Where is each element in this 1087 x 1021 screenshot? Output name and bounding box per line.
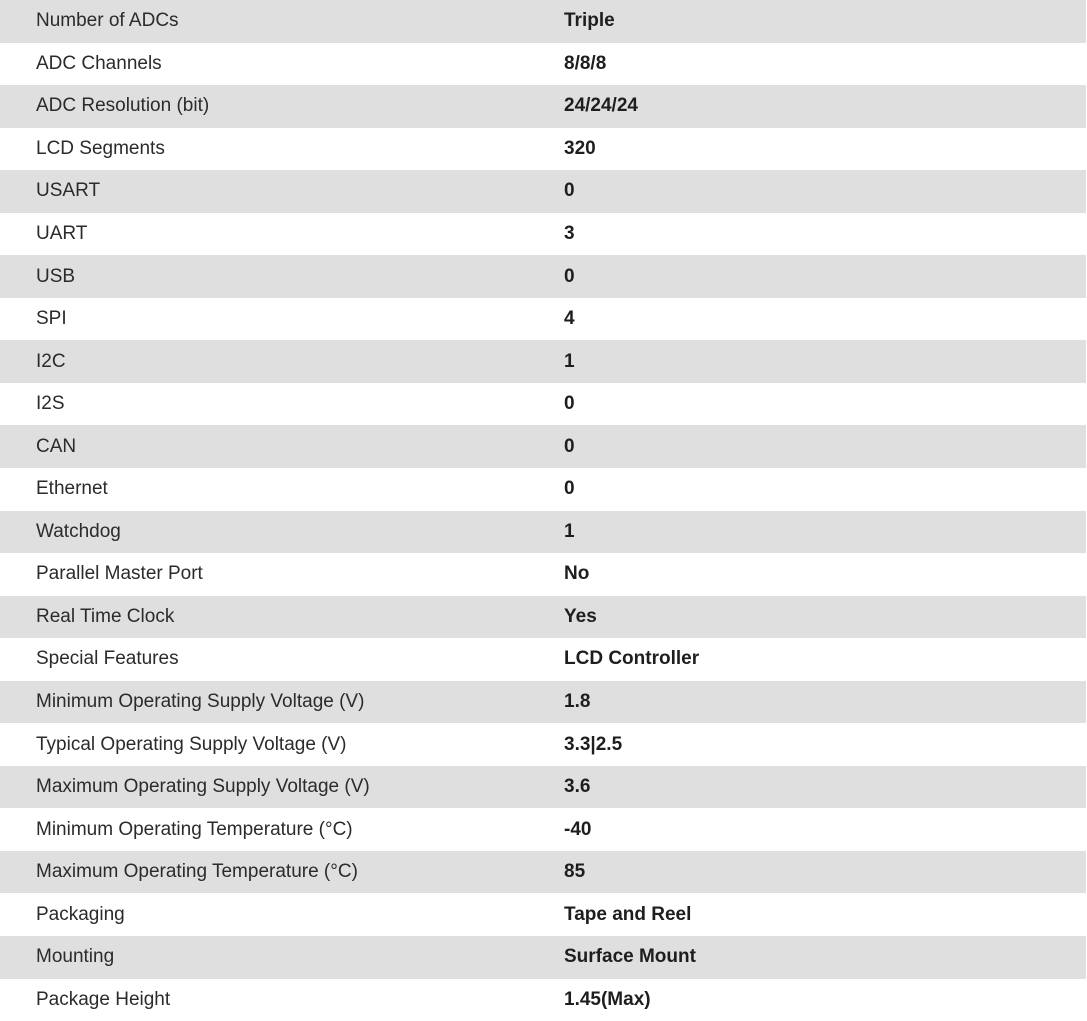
spec-row-special-features xyxy=(0,638,1086,681)
spec-row-typical-supply-voltage xyxy=(0,723,1086,766)
spec-row-adc-channels xyxy=(0,43,1086,86)
spec-row-usb xyxy=(0,255,1086,298)
spec-row-min-supply-voltage xyxy=(0,681,1086,724)
spec-label: SPI xyxy=(36,308,67,330)
spec-value: 1.8 xyxy=(564,691,591,713)
spec-value: 3.6 xyxy=(564,776,591,798)
spec-value: 1 xyxy=(564,350,575,372)
spec-value: No xyxy=(564,563,590,585)
spec-row-max-operating-temperature xyxy=(0,851,1086,894)
spec-label: Mounting xyxy=(36,946,115,968)
spec-value: LCD Controller xyxy=(564,648,700,670)
spec-label: Minimum Operating Supply Voltage (V) xyxy=(36,691,365,713)
spec-label: Package Height xyxy=(36,988,171,1010)
spec-label: Number of ADCs xyxy=(36,10,179,32)
spec-row-packaging xyxy=(0,893,1086,936)
spec-value: 24/24/24 xyxy=(564,95,638,117)
spec-row-mounting xyxy=(0,936,1086,979)
spec-row-uart xyxy=(0,213,1086,256)
spec-row-ethernet xyxy=(0,468,1086,511)
spec-row-can xyxy=(0,425,1086,468)
spec-value: 0 xyxy=(564,265,575,287)
spec-value: 0 xyxy=(564,478,575,500)
spec-label: ADC Channels xyxy=(36,52,162,74)
spec-label: CAN xyxy=(36,435,77,457)
spec-label: ADC Resolution (bit) xyxy=(36,95,210,117)
spec-row-adc-resolution xyxy=(0,85,1086,128)
spec-label: Real Time Clock xyxy=(36,605,175,627)
spec-row-usart xyxy=(0,170,1086,213)
spec-value: Yes xyxy=(564,605,597,627)
spec-row-watchdog xyxy=(0,511,1086,554)
spec-label: Special Features xyxy=(36,648,179,670)
spec-row-package-height xyxy=(0,979,1086,1021)
spec-label: USB xyxy=(36,265,76,287)
spec-label: Minimum Operating Temperature (°C) xyxy=(36,818,353,840)
spec-value: -40 xyxy=(564,818,592,840)
spec-label: Watchdog xyxy=(36,520,121,542)
spec-row-min-operating-temperature xyxy=(0,808,1086,851)
spec-value: 320 xyxy=(564,137,596,159)
spec-value: 3.3|2.5 xyxy=(564,733,623,755)
spec-label: I2C xyxy=(36,350,66,372)
spec-value: 0 xyxy=(564,393,575,415)
spec-row-i2s xyxy=(0,383,1086,426)
spec-label: UART xyxy=(36,223,88,244)
spec-label: Maximum Operating Supply Voltage (V) xyxy=(36,776,370,798)
spec-value: 0 xyxy=(564,435,575,457)
spec-value: Triple xyxy=(564,10,615,32)
spec-label: LCD Segments xyxy=(36,137,165,159)
spec-value: 1 xyxy=(564,520,575,542)
spec-row-lcd-segments xyxy=(0,128,1086,171)
spec-value: 1.45(Max) xyxy=(564,988,651,1010)
spec-row-parallel-master-port xyxy=(0,553,1086,596)
spec-row-max-supply-voltage xyxy=(0,766,1086,809)
spec-label: Typical Operating Supply Voltage (V) xyxy=(36,733,347,755)
spec-row-number-of-adcs xyxy=(0,0,1086,43)
spec-value: 8/8/8 xyxy=(564,52,607,74)
spec-value: 0 xyxy=(564,180,575,202)
spec-label: Packaging xyxy=(36,903,125,925)
spec-value: Surface Mount xyxy=(564,946,696,968)
spec-row-real-time-clock xyxy=(0,596,1086,639)
spec-value: 3 xyxy=(564,223,575,244)
spec-label: I2S xyxy=(36,393,65,415)
spec-value: 4 xyxy=(564,308,575,330)
spec-value: 85 xyxy=(564,861,586,883)
spec-label: Ethernet xyxy=(36,478,108,500)
spec-row-i2c xyxy=(0,340,1086,383)
spec-label: Maximum Operating Temperature (°C) xyxy=(36,861,358,883)
spec-row-spi xyxy=(0,298,1086,341)
spec-label: USART xyxy=(36,180,101,202)
spec-value: Tape and Reel xyxy=(564,903,692,925)
spec-label: Parallel Master Port xyxy=(36,563,203,585)
